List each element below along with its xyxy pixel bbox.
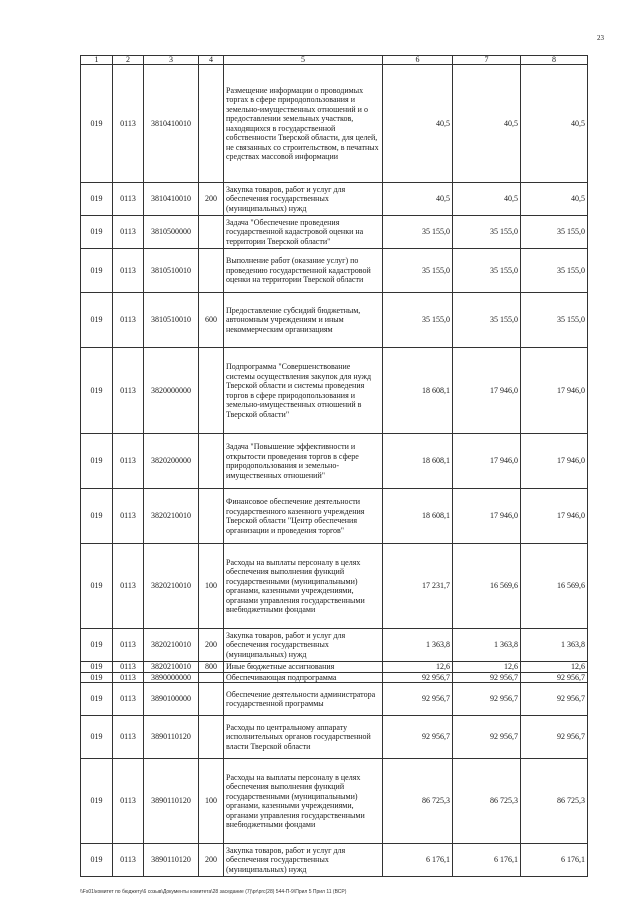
- amount-year3-cell: 16 569,6: [521, 544, 588, 629]
- description-cell: Обеспечение деятельности администратора государственной программы: [224, 683, 383, 716]
- section-code-cell: 0113: [113, 759, 144, 844]
- description-cell: Задача "Повышение эффективности и открытости проведения торгов в сфере природопользования и земельно-имущественных отношений": [224, 434, 383, 489]
- amount-year1-cell: 35 155,0: [383, 293, 453, 348]
- section-code-cell: 0113: [113, 489, 144, 544]
- section-code-cell: 0113: [113, 183, 144, 216]
- section-code-cell: 0113: [113, 293, 144, 348]
- chapter-code-cell: 019: [81, 672, 113, 683]
- amount-year1-cell: 35 155,0: [383, 216, 453, 249]
- table-row: [81, 249, 588, 293]
- description-cell: Выполнение работ (оказание услуг) по проведению государственной кадастровой оценки на территории Тверской области: [224, 249, 383, 293]
- target-article-cell: 3890110120: [144, 759, 199, 844]
- amount-year2-cell: 17 946,0: [453, 489, 521, 544]
- chapter-code-cell: 019: [81, 716, 113, 759]
- expense-type-cell: 200: [199, 629, 224, 662]
- expense-type-cell: 200: [199, 844, 224, 877]
- amount-year2-cell: 92 956,7: [453, 716, 521, 759]
- chapter-code-cell: 019: [81, 844, 113, 877]
- description-cell: Закупка товаров, работ и услуг для обеспечения государственных (муниципальных) нужд: [224, 183, 383, 216]
- table-row: [81, 759, 588, 844]
- amount-year2-cell: 92 956,7: [453, 683, 521, 716]
- amount-year1-cell: 18 608,1: [383, 348, 453, 434]
- expense-type-cell: 200: [199, 183, 224, 216]
- description-cell: Расходы по центральному аппарату исполнительных органов государственной власти Тверской области: [224, 716, 383, 759]
- amount-year3-cell: 40,5: [521, 65, 588, 183]
- amount-year1-cell: 12,6: [383, 662, 453, 673]
- description-cell: Закупка товаров, работ и услуг для обеспечения государственных (муниципальных) нужд: [224, 629, 383, 662]
- target-article-cell: 3890110120: [144, 844, 199, 877]
- section-code-cell: 0113: [113, 683, 144, 716]
- chapter-code-cell: 019: [81, 683, 113, 716]
- table-row: [81, 844, 588, 877]
- expense-type-cell: [199, 683, 224, 716]
- amount-year1-cell: 1 363,8: [383, 629, 453, 662]
- expense-type-cell: [199, 216, 224, 249]
- chapter-code-cell: 019: [81, 65, 113, 183]
- header-cell-1: 1: [81, 56, 113, 65]
- amount-year1-cell: 6 176,1: [383, 844, 453, 877]
- chapter-code-cell: 019: [81, 183, 113, 216]
- chapter-code-cell: 019: [81, 249, 113, 293]
- amount-year3-cell: 92 956,7: [521, 683, 588, 716]
- file-path-footer: \\Fs01\комитет по бюджету\6 созыв\Документы комитета\28 заседание (7)\pr\prc(28) 544-П-9\Прил 5 Прил 11 (ВСР): [80, 889, 347, 895]
- amount-year1-cell: 40,5: [383, 65, 453, 183]
- amount-year3-cell: 17 946,0: [521, 348, 588, 434]
- table-row: [81, 672, 588, 683]
- table-header-row: [81, 56, 588, 65]
- description-cell: Подпрограмма "Совершенствование системы осуществления закупок для нужд Тверской области и системы проведения торгов в сфере природопользования и земельно-имущественных отношений в Тверской области": [224, 348, 383, 434]
- chapter-code-cell: 019: [81, 544, 113, 629]
- amount-year1-cell: 18 608,1: [383, 489, 453, 544]
- amount-year3-cell: 92 956,7: [521, 716, 588, 759]
- target-article-cell: 3810510010: [144, 293, 199, 348]
- section-code-cell: 0113: [113, 348, 144, 434]
- description-cell: Финансовое обеспечение деятельности государственного казенного учреждения Тверской области "Центр обеспечения организации и проведения торгов": [224, 489, 383, 544]
- expense-type-cell: [199, 434, 224, 489]
- expense-type-cell: 600: [199, 293, 224, 348]
- amount-year2-cell: 86 725,3: [453, 759, 521, 844]
- table-row: [81, 716, 588, 759]
- amount-year2-cell: 12,6: [453, 662, 521, 673]
- table-body: [81, 65, 588, 877]
- amount-year1-cell: 92 956,7: [383, 683, 453, 716]
- amount-year3-cell: 35 155,0: [521, 249, 588, 293]
- table-row: [81, 183, 588, 216]
- expense-type-cell: [199, 249, 224, 293]
- amount-year2-cell: 16 569,6: [453, 544, 521, 629]
- amount-year3-cell: 86 725,3: [521, 759, 588, 844]
- amount-year1-cell: 17 231,7: [383, 544, 453, 629]
- amount-year3-cell: 35 155,0: [521, 216, 588, 249]
- amount-year3-cell: 1 363,8: [521, 629, 588, 662]
- description-cell: Расходы на выплаты персоналу в целях обеспечения выполнения функций государственными (муниципальными) органами, казенными учреждениями, органами управления государственными внебюджетными фондами: [224, 544, 383, 629]
- header-cell-2: 2: [113, 56, 144, 65]
- description-cell: Предоставление субсидий бюджетным, автономным учреждениям и иным некоммерческим организациям: [224, 293, 383, 348]
- amount-year1-cell: 86 725,3: [383, 759, 453, 844]
- target-article-cell: 3820210010: [144, 629, 199, 662]
- target-article-cell: 3890100000: [144, 683, 199, 716]
- header-cell-7: 7: [453, 56, 521, 65]
- amount-year2-cell: 40,5: [453, 183, 521, 216]
- table-row: [81, 216, 588, 249]
- table-row: [81, 293, 588, 348]
- amount-year1-cell: 18 608,1: [383, 434, 453, 489]
- chapter-code-cell: 019: [81, 489, 113, 544]
- amount-year2-cell: 92 956,7: [453, 672, 521, 683]
- section-code-cell: 0113: [113, 716, 144, 759]
- expense-type-cell: [199, 672, 224, 683]
- chapter-code-cell: 019: [81, 629, 113, 662]
- description-cell: Задача "Обеспечение проведения государственной кадастровой оценки на территории Тверской области": [224, 216, 383, 249]
- chapter-code-cell: 019: [81, 216, 113, 249]
- header-cell-4: 4: [199, 56, 224, 65]
- target-article-cell: 3820210010: [144, 489, 199, 544]
- chapter-code-cell: 019: [81, 348, 113, 434]
- amount-year2-cell: 35 155,0: [453, 293, 521, 348]
- expense-type-cell: 100: [199, 759, 224, 844]
- amount-year1-cell: 92 956,7: [383, 672, 453, 683]
- amount-year1-cell: 92 956,7: [383, 716, 453, 759]
- table-row: [81, 434, 588, 489]
- table-row: [81, 662, 588, 673]
- header-cell-6: 6: [383, 56, 453, 65]
- target-article-cell: 3820000000: [144, 348, 199, 434]
- expense-type-cell: [199, 489, 224, 544]
- target-article-cell: 3890000000: [144, 672, 199, 683]
- amount-year2-cell: 17 946,0: [453, 434, 521, 489]
- amount-year2-cell: 35 155,0: [453, 216, 521, 249]
- section-code-cell: 0113: [113, 672, 144, 683]
- header-cell-8: 8: [521, 56, 588, 65]
- amount-year1-cell: 40,5: [383, 183, 453, 216]
- amount-year2-cell: 17 946,0: [453, 348, 521, 434]
- table-row: [81, 544, 588, 629]
- section-code-cell: 0113: [113, 65, 144, 183]
- amount-year2-cell: 1 363,8: [453, 629, 521, 662]
- section-code-cell: 0113: [113, 662, 144, 673]
- amount-year3-cell: 92 956,7: [521, 672, 588, 683]
- section-code-cell: 0113: [113, 434, 144, 489]
- table-row: [81, 489, 588, 544]
- table-row: [81, 348, 588, 434]
- amount-year3-cell: 17 946,0: [521, 489, 588, 544]
- chapter-code-cell: 019: [81, 662, 113, 673]
- table-row: [81, 65, 588, 183]
- description-cell: Размещение информации о проводимых торгах в сфере природопользования и земельно-имущественных отношений и о предоставлении земельных участков, находящихся в государственной собственности Тверской области, для целей, не связанных со строительством, в печатных средствах массовой информации: [224, 65, 383, 183]
- amount-year3-cell: 6 176,1: [521, 844, 588, 877]
- section-code-cell: 0113: [113, 544, 144, 629]
- chapter-code-cell: 019: [81, 759, 113, 844]
- description-cell: Расходы на выплаты персоналу в целях обеспечения выполнения функций государственными (муниципальными) органами, казенными учреждениями, органами управления государственными внебюджетными фондами: [224, 759, 383, 844]
- section-code-cell: 0113: [113, 629, 144, 662]
- table-row: [81, 683, 588, 716]
- target-article-cell: 3820210010: [144, 544, 199, 629]
- amount-year3-cell: 12,6: [521, 662, 588, 673]
- budget-table: [80, 55, 588, 877]
- section-code-cell: 0113: [113, 216, 144, 249]
- amount-year2-cell: 40,5: [453, 65, 521, 183]
- chapter-code-cell: 019: [81, 293, 113, 348]
- target-article-cell: 3820210010: [144, 662, 199, 673]
- expense-type-cell: [199, 348, 224, 434]
- amount-year1-cell: 35 155,0: [383, 249, 453, 293]
- chapter-code-cell: 019: [81, 434, 113, 489]
- header-cell-3: 3: [144, 56, 199, 65]
- target-article-cell: 3820200000: [144, 434, 199, 489]
- amount-year3-cell: 17 946,0: [521, 434, 588, 489]
- target-article-cell: 3810500000: [144, 216, 199, 249]
- expense-type-cell: 800: [199, 662, 224, 673]
- amount-year2-cell: 6 176,1: [453, 844, 521, 877]
- target-article-cell: 3890110120: [144, 716, 199, 759]
- expense-type-cell: 100: [199, 544, 224, 629]
- target-article-cell: 3810410010: [144, 65, 199, 183]
- section-code-cell: 0113: [113, 249, 144, 293]
- target-article-cell: 3810510010: [144, 249, 199, 293]
- amount-year2-cell: 35 155,0: [453, 249, 521, 293]
- description-cell: Обеспечивающая подпрограмма: [224, 672, 383, 683]
- page-number: 23: [597, 34, 604, 42]
- expense-type-cell: [199, 716, 224, 759]
- header-cell-5: 5: [224, 56, 383, 65]
- description-cell: Иные бюджетные ассигнования: [224, 662, 383, 673]
- section-code-cell: 0113: [113, 844, 144, 877]
- description-cell: Закупка товаров, работ и услуг для обеспечения государственных (муниципальных) нужд: [224, 844, 383, 877]
- expense-type-cell: [199, 65, 224, 183]
- target-article-cell: 3810410010: [144, 183, 199, 216]
- table-row: [81, 629, 588, 662]
- amount-year3-cell: 35 155,0: [521, 293, 588, 348]
- amount-year3-cell: 40,5: [521, 183, 588, 216]
